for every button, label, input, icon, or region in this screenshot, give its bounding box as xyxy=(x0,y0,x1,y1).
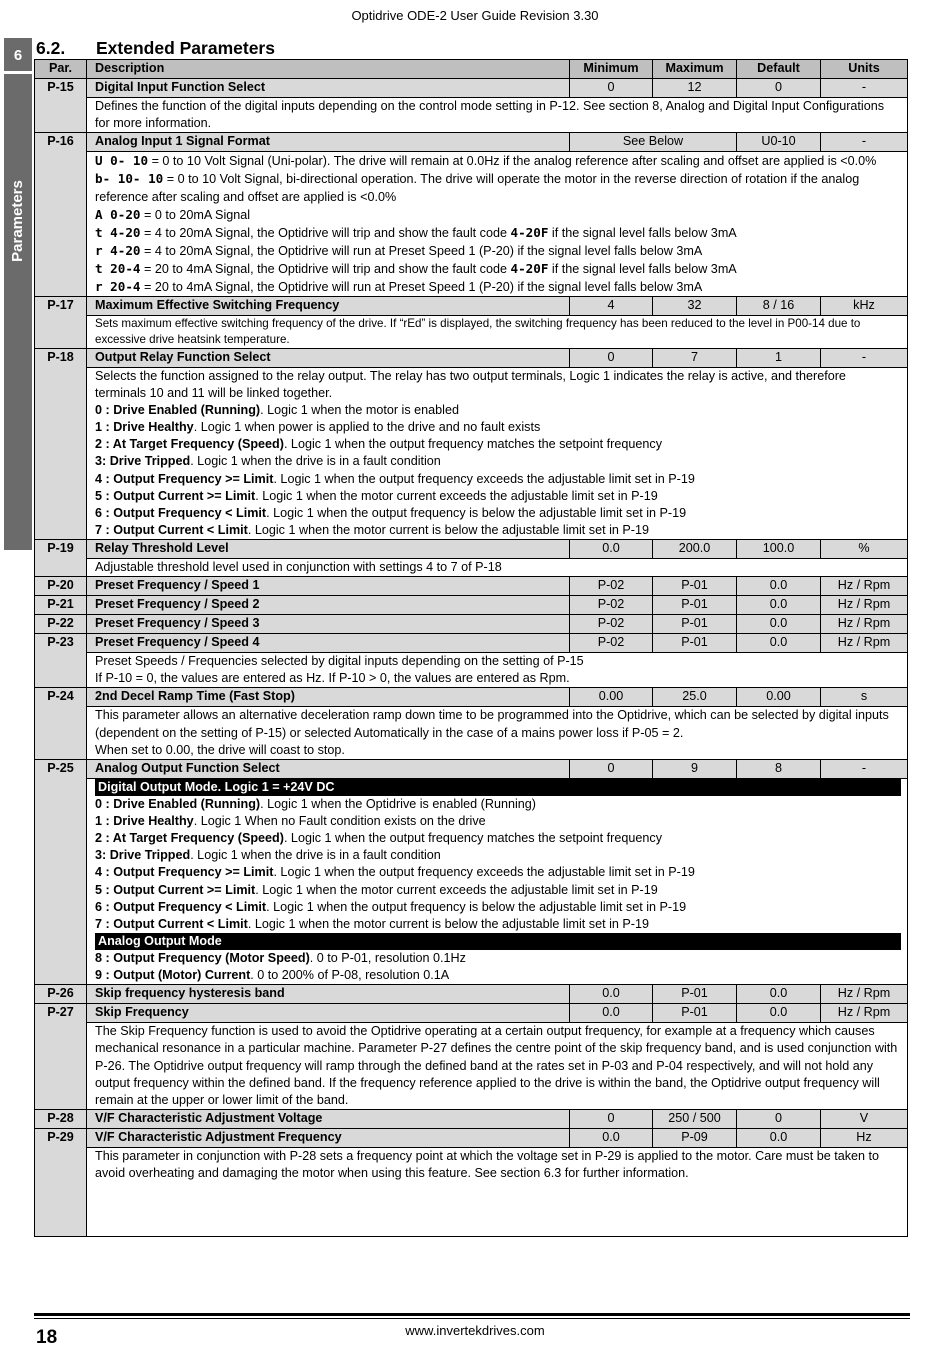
param-units: - xyxy=(821,133,908,152)
col-header-par: Par. xyxy=(35,60,87,79)
param-desc-row-p27 xyxy=(35,1023,908,1110)
fault-code: 4-20F xyxy=(510,261,549,276)
col-header-maximum: Maximum xyxy=(653,60,737,79)
param-max: P-01 xyxy=(653,634,737,653)
param-row-p29 xyxy=(35,1128,908,1147)
option-line xyxy=(95,899,899,916)
param-id: P-21 xyxy=(35,596,87,615)
param-name: Output Relay Function Select xyxy=(87,348,570,367)
param-default: 0.0 xyxy=(737,615,821,634)
param-min: 0.0 xyxy=(570,1128,653,1147)
chapter-label: Parameters xyxy=(8,180,26,262)
param-description: Adjustable threshold level used in conjunction with settings 4 to 7 of P-18 xyxy=(87,559,908,577)
option-text: = 0 to 10 Volt Signal (Uni-polar). The drive will remain at 0.0Hz if the analog reference after scaling and offset are applied is <0.0% xyxy=(148,154,877,169)
display-code: r 4-20 xyxy=(95,242,141,258)
param-id: P-24 xyxy=(35,688,87,759)
param-default: 100.0 xyxy=(737,540,821,559)
option-text: . Logic 1 when the output frequency exceeds the adjustable limit set in P-19 xyxy=(273,471,695,486)
param-default: 8 / 16 xyxy=(737,297,821,316)
table-filler-row xyxy=(35,1182,908,1237)
param-row-p26 xyxy=(35,985,908,1004)
option-line xyxy=(95,206,899,224)
param-row-p20 xyxy=(35,577,908,596)
option-text: = 0 to 20mA Signal xyxy=(140,207,251,222)
option-label: 7 : Output Current < Limit xyxy=(95,916,248,931)
tab-divider xyxy=(4,71,32,74)
param-min: 0 xyxy=(570,79,653,98)
option-line xyxy=(95,813,899,830)
param-units: Hz / Rpm xyxy=(821,615,908,634)
param-default: 0.0 xyxy=(737,596,821,615)
param-default: 0.0 xyxy=(737,1128,821,1147)
param-desc-row-p15 xyxy=(35,98,908,133)
option-line xyxy=(95,402,899,419)
param-min: 0 xyxy=(570,759,653,778)
param-range: See Below xyxy=(570,133,737,152)
param-description: Defines the function of the digital inputs depending on the control mode setting in P-12. See section 8, Analog and Digital Input Configurations for more information. xyxy=(87,98,908,133)
option-text: = 0 to 10 Volt Signal, bi-directional operation. The drive will operate the motor in the reverse direction of rotation if the analog reference after scaling and offset are applied is <0.0% xyxy=(95,172,860,204)
display-code: t 4-20 xyxy=(95,224,141,240)
param-desc-row-p29 xyxy=(35,1147,908,1182)
chapter-number: 6 xyxy=(13,47,23,64)
option-line xyxy=(95,950,899,967)
col-header-default: Default xyxy=(737,60,821,79)
param-default: 0.0 xyxy=(737,634,821,653)
param-min: P-02 xyxy=(570,634,653,653)
param-row-p18 xyxy=(35,348,908,367)
param-units: - xyxy=(821,348,908,367)
option-text: = 20 to 4mA Signal, the Optidrive will trip and show the fault code xyxy=(140,262,511,276)
option-text: . Logic 1 when the output frequency matches the setpoint frequency xyxy=(283,437,662,452)
section-number: 6.2. xyxy=(36,38,66,58)
desc-line: This parameter allows an alternative deceleration ramp down time to be programmed into the Optidrive, which can be selected by digital inputs (dependent on the setting of P-15) or selected Automatically in the case of a mains power loss if P-05 = 2. xyxy=(95,708,889,740)
param-units: Hz / Rpm xyxy=(821,596,908,615)
option-text: = 4 to 20mA Signal, the Optidrive will run at Preset Speed 1 (P-20) if the signal level falls below 3mA xyxy=(140,243,703,258)
param-min: 4 xyxy=(570,297,653,316)
param-min: P-02 xyxy=(570,577,653,596)
param-row-p28 xyxy=(35,1109,908,1128)
param-id: P-18 xyxy=(35,348,87,539)
option-text: . Logic 1 when the motor current is below the adjustable limit set in P-19 xyxy=(247,522,649,537)
param-desc-row-p17 xyxy=(35,316,908,349)
param-desc-row-p19 xyxy=(35,559,908,577)
option-line xyxy=(95,419,899,436)
param-max: 250 / 500 xyxy=(653,1109,737,1128)
param-name: Relay Threshold Level xyxy=(87,540,570,559)
param-max: 9 xyxy=(653,759,737,778)
option-text: . Logic 1 when the motor current exceeds the adjustable limit set in P-19 xyxy=(255,882,658,897)
section-title: Extended Parameters xyxy=(96,38,275,58)
param-default: 1 xyxy=(737,348,821,367)
param-name: 2nd Decel Ramp Time (Fast Stop) xyxy=(87,688,570,707)
param-min: 0.0 xyxy=(570,540,653,559)
param-description: Sets maximum effective switching frequency of the drive. If “rEd” is displayed, the switching frequency has been reduced to the level in P00-14 due to excessive drive heatsink temperature. xyxy=(87,316,908,349)
chapter-side-tab xyxy=(4,38,32,550)
param-max: P-01 xyxy=(653,577,737,596)
option-line xyxy=(95,488,899,505)
option-label: 7 : Output Current < Limit xyxy=(95,522,248,537)
param-default: 0 xyxy=(737,1109,821,1128)
param-description xyxy=(87,152,908,297)
param-units: % xyxy=(821,540,908,559)
param-row-p22 xyxy=(35,615,908,634)
param-max: 7 xyxy=(653,348,737,367)
param-units: Hz / Rpm xyxy=(821,634,908,653)
option-label: 6 : Output Frequency < Limit xyxy=(95,505,267,520)
param-id: P-22 xyxy=(35,615,87,634)
param-default: 0.0 xyxy=(737,985,821,1004)
option-text: . Logic 1 when the output frequency exceeds the adjustable limit set in P-19 xyxy=(273,865,695,880)
option-text: . Logic 1 when the Optidrive is enabled (Running) xyxy=(260,796,536,811)
option-label: 0 : Drive Enabled (Running) xyxy=(95,403,261,418)
option-text: = 4 to 20mA Signal, the Optidrive will trip and show the fault code xyxy=(140,225,511,240)
display-code: r 20-4 xyxy=(95,279,141,295)
param-id: P-29 xyxy=(35,1128,87,1236)
desc-line: If P-10 = 0, the values are entered as Hz. If P-10 > 0, the values are entered as Rpm. xyxy=(95,671,570,686)
option-text: . Logic 1 when the output frequency is below the adjustable limit set in P-19 xyxy=(266,505,687,520)
param-desc-row-p25 xyxy=(35,778,908,985)
param-description xyxy=(87,778,908,985)
param-max: P-01 xyxy=(653,596,737,615)
section-heading xyxy=(36,37,275,61)
option-label: 4 : Output Frequency >= Limit xyxy=(95,471,274,486)
param-min: 0.00 xyxy=(570,688,653,707)
option-text: . 0 to 200% of P-08, resolution 0.1A xyxy=(250,968,450,983)
param-default: U0-10 xyxy=(737,133,821,152)
param-default: 0 xyxy=(737,79,821,98)
document-header: Optidrive ODE-2 User Guide Revision 3.30 xyxy=(351,8,599,23)
option-text: if the signal level falls below 3mA xyxy=(548,225,737,240)
option-line xyxy=(95,170,899,205)
param-min: 0.0 xyxy=(570,985,653,1004)
option-line xyxy=(95,522,899,539)
param-desc-row-p24 xyxy=(35,707,908,759)
param-units: Hz / Rpm xyxy=(821,1004,908,1023)
option-line xyxy=(95,260,899,278)
param-name: Skip frequency hysteresis band xyxy=(87,985,570,1004)
param-name: Preset Frequency / Speed 3 xyxy=(87,615,570,634)
option-text: . Logic 1 when the output frequency matches the setpoint frequency xyxy=(283,831,662,846)
param-row-p24 xyxy=(35,688,908,707)
footer-rule-thin xyxy=(34,1318,910,1319)
fault-code: 4-20F xyxy=(510,224,549,240)
option-label: 4 : Output Frequency >= Limit xyxy=(95,865,274,880)
param-id: P-26 xyxy=(35,985,87,1004)
option-line xyxy=(95,152,899,170)
param-intro: Selects the function assigned to the relay output. The relay has two output terminals, Logic 1 indicates the relay is active, and therefore terminals 10 and 11 will be linked together. xyxy=(95,368,846,400)
option-line xyxy=(95,967,899,984)
param-name: Analog Input 1 Signal Format xyxy=(87,133,570,152)
param-id: P-20 xyxy=(35,577,87,596)
param-desc-row-p18 xyxy=(35,367,908,539)
option-line xyxy=(95,278,899,296)
param-desc-row-p16 xyxy=(35,152,908,297)
option-text: . Logic 1 when the output frequency is below the adjustable limit set in P-19 xyxy=(266,899,687,914)
option-label: 2 : At Target Frequency (Speed) xyxy=(95,831,284,846)
col-header-units: Units xyxy=(821,60,908,79)
option-text: . Logic 1 When no Fault condition exists on the drive xyxy=(193,814,486,829)
param-min: 0 xyxy=(570,1109,653,1128)
parameters-table xyxy=(34,59,908,1237)
param-description xyxy=(87,707,908,759)
option-text: . Logic 1 when power is applied to the drive and no fault exists xyxy=(193,420,541,435)
option-label: 3: Drive Tripped xyxy=(95,454,191,469)
param-units: Hz / Rpm xyxy=(821,577,908,596)
display-code: b- 10- 10 xyxy=(95,171,164,187)
param-name: Preset Frequency / Speed 2 xyxy=(87,596,570,615)
param-row-p21 xyxy=(35,596,908,615)
param-description: This parameter in conjunction with P-28 sets a frequency point at which the voltage set in P-29 is applied to the motor. Care must be taken to avoid overheating and damaging the motor when using this feature. See section 6.3 for further information. xyxy=(87,1147,908,1182)
param-row-p23 xyxy=(35,634,908,653)
option-line xyxy=(95,505,899,522)
option-text: if the signal level falls below 3mA xyxy=(548,262,737,276)
option-text: . Logic 1 when the motor current is below the adjustable limit set in P-19 xyxy=(247,916,649,931)
param-id: P-15 xyxy=(35,79,87,133)
table-header-row xyxy=(35,60,908,79)
footer-url: www.invertekdrives.com xyxy=(405,1323,545,1338)
footer-rule xyxy=(34,1313,910,1316)
option-label: 6 : Output Frequency < Limit xyxy=(95,899,267,914)
param-row-p25 xyxy=(35,759,908,778)
option-line xyxy=(95,453,899,470)
option-text: . Logic 1 when the drive is in a fault condition xyxy=(190,454,441,469)
param-default: 0.00 xyxy=(737,688,821,707)
option-text: = 20 to 4mA Signal, the Optidrive will run at Preset Speed 1 (P-20) if the signal level falls below 3mA xyxy=(140,280,703,295)
option-line xyxy=(95,796,899,813)
param-max: P-01 xyxy=(653,985,737,1004)
option-line xyxy=(95,242,899,260)
option-text: . Logic 1 when the motor current exceeds the adjustable limit set in P-19 xyxy=(255,488,658,503)
page-number: 18 xyxy=(36,1327,58,1348)
display-code: t 20-4 xyxy=(95,261,141,276)
option-label: 5 : Output Current >= Limit xyxy=(95,488,256,503)
param-name: V/F Characteristic Adjustment Frequency xyxy=(87,1128,570,1147)
option-line xyxy=(95,847,899,864)
param-max: 32 xyxy=(653,297,737,316)
option-label: 2 : At Target Frequency (Speed) xyxy=(95,437,284,452)
analog-mode-header: Analog Output Mode xyxy=(95,933,901,950)
desc-line: Preset Speeds / Frequencies selected by digital inputs depending on the setting of P-15 xyxy=(95,654,584,669)
param-default: 0.0 xyxy=(737,577,821,596)
param-units: - xyxy=(821,79,908,98)
param-units: s xyxy=(821,688,908,707)
param-name: Maximum Effective Switching Frequency xyxy=(87,297,570,316)
option-label: 1 : Drive Healthy xyxy=(95,814,194,829)
display-code: A 0-20 xyxy=(95,206,141,222)
param-description xyxy=(87,653,908,688)
param-units: V xyxy=(821,1109,908,1128)
param-default: 0.0 xyxy=(737,1004,821,1023)
param-id: P-19 xyxy=(35,540,87,577)
param-max: 12 xyxy=(653,79,737,98)
option-line xyxy=(95,830,899,847)
option-line xyxy=(95,436,899,453)
option-label: 1 : Drive Healthy xyxy=(95,420,194,435)
option-line xyxy=(95,864,899,881)
param-name: Skip Frequency xyxy=(87,1004,570,1023)
param-default: 8 xyxy=(737,759,821,778)
param-desc-row-presets xyxy=(35,653,908,688)
option-label: 3: Drive Tripped xyxy=(95,848,191,863)
param-description xyxy=(87,367,908,539)
option-label: 9 : Output (Motor) Current xyxy=(95,968,251,983)
option-text: . Logic 1 when the drive is in a fault condition xyxy=(190,848,441,863)
option-line xyxy=(95,882,899,899)
param-id: P-16 xyxy=(35,133,87,297)
option-text: . Logic 1 when the motor is enabled xyxy=(260,403,459,418)
param-name: Analog Output Function Select xyxy=(87,759,570,778)
param-units: kHz xyxy=(821,297,908,316)
param-units: Hz / Rpm xyxy=(821,985,908,1004)
display-code: U 0- 10 xyxy=(95,153,149,169)
option-line xyxy=(95,471,899,488)
param-name: Preset Frequency / Speed 4 xyxy=(87,634,570,653)
col-header-minimum: Minimum xyxy=(570,60,653,79)
param-row-p16 xyxy=(35,133,908,152)
param-id: P-28 xyxy=(35,1109,87,1128)
param-min: 0.0 xyxy=(570,1004,653,1023)
param-id: P-27 xyxy=(35,1004,87,1110)
digital-mode-header: Digital Output Mode. Logic 1 = +24V DC xyxy=(95,779,901,796)
param-row-p19 xyxy=(35,540,908,559)
param-max: P-01 xyxy=(653,1004,737,1023)
param-description: The Skip Frequency function is used to avoid the Optidrive operating at a certain output frequency, for example at a frequency which causes mechanical resonance in a particular machine. Parameter P-27 defines the centre point of the skip frequency band, and is used conjunction with P-26. The Optidrive output frequency will ramp through the defined band at the rates set in P-03 and P-04 respectively, and will not hold any output frequency within the defined band. If the frequency reference applied to the drive is within the band, the Optidrive output frequency will remain at the upper or lower limit of the band. xyxy=(87,1023,908,1110)
param-max: 200.0 xyxy=(653,540,737,559)
option-label: 0 : Drive Enabled (Running) xyxy=(95,796,261,811)
param-row-p15 xyxy=(35,79,908,98)
param-id: P-17 xyxy=(35,297,87,349)
param-min: P-02 xyxy=(570,596,653,615)
desc-line: When set to 0.00, the drive will coast to stop. xyxy=(95,742,345,757)
param-units: - xyxy=(821,759,908,778)
param-name: Digital Input Function Select xyxy=(87,79,570,98)
param-max: P-01 xyxy=(653,615,737,634)
option-label: 8 : Output Frequency (Motor Speed) xyxy=(95,951,310,966)
param-max: 25.0 xyxy=(653,688,737,707)
param-max: P-09 xyxy=(653,1128,737,1147)
option-text: . 0 to P-01, resolution 0.1Hz xyxy=(309,951,466,966)
param-row-p17 xyxy=(35,297,908,316)
option-line xyxy=(95,916,899,933)
param-min: P-02 xyxy=(570,615,653,634)
param-min: 0 xyxy=(570,348,653,367)
param-name: Preset Frequency / Speed 1 xyxy=(87,577,570,596)
empty-cell xyxy=(87,1182,908,1237)
param-id: P-25 xyxy=(35,759,87,985)
param-name: V/F Characteristic Adjustment Voltage xyxy=(87,1109,570,1128)
option-line xyxy=(95,224,899,242)
col-header-description: Description xyxy=(87,60,570,79)
option-label: 5 : Output Current >= Limit xyxy=(95,882,256,897)
param-units: Hz xyxy=(821,1128,908,1147)
param-row-p27 xyxy=(35,1004,908,1023)
param-id: P-23 xyxy=(35,634,87,688)
